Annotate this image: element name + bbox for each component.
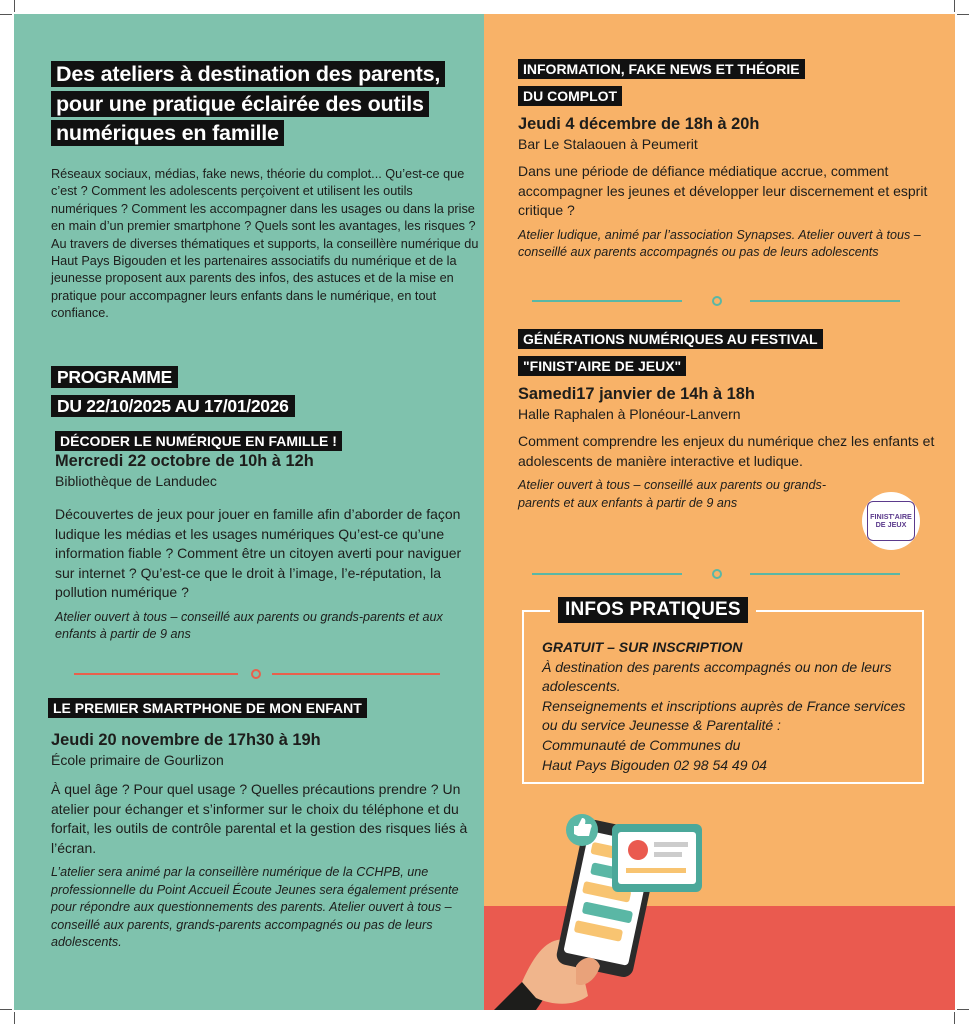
event-location: Bibliothèque de Landudec [55,473,217,489]
separator-dot [712,296,722,306]
event-date: Jeudi 4 décembre de 18h à 20h [518,115,760,133]
infos-text [542,638,912,775]
event-description: Dans une période de défiance médiatique accrue, comment accompagner les jeunes et développer leur discernement et esprit critique ? [518,163,928,218]
crop-mark [957,1009,969,1010]
right-panel [484,14,955,1010]
event-description: Comment comprendre les enjeux du numérique chez les enfants et adolescents de manière interactive et ludique. [518,433,935,469]
programme-label: PROGRAMME [51,366,178,388]
event-description: Découvertes de jeux pour jouer en famille afin d’aborder de façon ludique les médias et les usages numériques Qu’est-ce qu’une information fiable ? Comment être un citoyen averti pour naviguer sur internet ? Qu’est-ce que le droit à l’image, l’e-réputation, la pollution numérique ? [55,506,462,600]
infos-free-line: GRATUIT – SUR INSCRIPTION [542,639,743,655]
profile-card-icon [612,824,702,892]
crop-mark [0,1009,12,1010]
crop-mark [0,14,12,15]
event-note: Atelier ouvert à tous – conseillé aux parents ou grands-parents et aux enfants à partir de 9 ans [55,609,443,641]
event-location: Bar Le Stalaouen à Peumerit [518,136,698,152]
separator-line [532,573,682,575]
event-location: Halle Raphalen à Plonéour-Lanvern [518,406,741,422]
separator-dot [251,669,261,679]
festival-logo-text: FINIST'AIRE DE JEUX [867,501,915,541]
event-fake-news [518,56,938,262]
event-note: L’atelier sera animé par la conseillère numérique de la CCHPB, une professionnelle du Point Accueil Écoute Jeunes sera également présente pour répondre aux questionnements des parents. Atelier ouvert à tous – conseillé aux parents, grands-parents accompagnés ou pas de leurs adolescents. [51,865,459,949]
crop-mark [957,14,969,15]
crop-mark [954,0,955,12]
event-festival [518,326,948,512]
infos-line: Renseignements et inscriptions auprès de France services ou du service Jeunesse & Parentalité : [542,697,906,734]
infos-title: INFOS PRATIQUES [550,597,756,623]
infos-line: Communauté de Communes du [542,736,741,753]
infos-line: À destination des parents accompagnés ou non de leurs adolescents. [542,658,892,695]
hand-phone-illustration [484,784,744,1010]
event-title: DÉCODER LE NUMÉRIQUE EN FAMILLE ! [55,431,475,451]
separator-line [74,673,238,675]
intro-paragraph: Réseaux sociaux, médias, fake news, théorie du complot... Qu’est-ce que c’est ? Comment les adolescents perçoivent et utilisent les outils numériques ? Comment les accompagner dans les usages ou dans la prise en main d’un premier smartphone ? Quels sont les avantages, les risques ? Au travers de diverses thématiques et supports, la conseillère numérique du Haut Pays Bigouden et les partenaires associatifs du numérique et de la jeunesse proposent aux parents des infos, des astuces et de la mise en pratique pour accompagner leurs enfants dans le numérique, en tout confiance. [51,167,479,321]
event-decoder-numerique [55,431,475,644]
event-date: Mercredi 22 octobre de 10h à 12h [55,452,314,470]
left-panel [14,14,484,1010]
thumbs-up-icon [566,814,598,846]
event-description: À quel âge ? Pour quel usage ? Quelles précautions prendre ? Un atelier pour échanger et s’informer sur le choix du téléphone et du forfait, les outils de contrôle parental et la gestion des risques liés à l’écran. [51,781,468,856]
event-title: LE PREMIER SMARTPHONE DE MON ENFANT [48,698,478,718]
infos-line: Haut Pays Bigouden 02 98 54 49 04 [542,756,767,773]
event-date: Jeudi 20 novembre de 17h30 à 19h [51,731,321,749]
thumb-shape [576,958,600,985]
crop-mark [14,1012,15,1024]
event-note: Atelier ludique, animé par l’association Synapses. Atelier ouvert à tous – conseillé aux parents accompagnés ou pas de leurs adolescents [518,227,921,259]
separator-line [750,573,900,575]
event-note: Atelier ouvert à tous – conseillé aux parents ou grands-parents et aux enfants à partir de 9 ans [518,478,827,510]
main-title: Des ateliers à destination des parents, pour une pratique éclairée des outils numériques en famille [51,60,471,149]
event-location: École primaire de Gourlizon [51,752,224,768]
separator-line [750,300,900,302]
separator-line [272,673,440,675]
crop-mark [14,0,15,12]
programme-dates: DU 22/10/2025 AU 17/01/2026 [51,395,295,417]
separator-dot [712,569,722,579]
event-title: GÉNÉRATIONS NUMÉRIQUES AU FESTIVAL "FINIST'AIRE DE JEUX" [518,326,948,380]
crop-mark [954,1012,955,1024]
separator-line [532,300,682,302]
festival-logo [862,492,920,550]
event-title: INFORMATION, FAKE NEWS ET THÉORIE DU COMPLOT [518,56,938,110]
event-premier-smartphone [48,698,478,952]
programme-heading [51,364,295,422]
event-date: Samedi17 janvier de 14h à 18h [518,385,755,403]
